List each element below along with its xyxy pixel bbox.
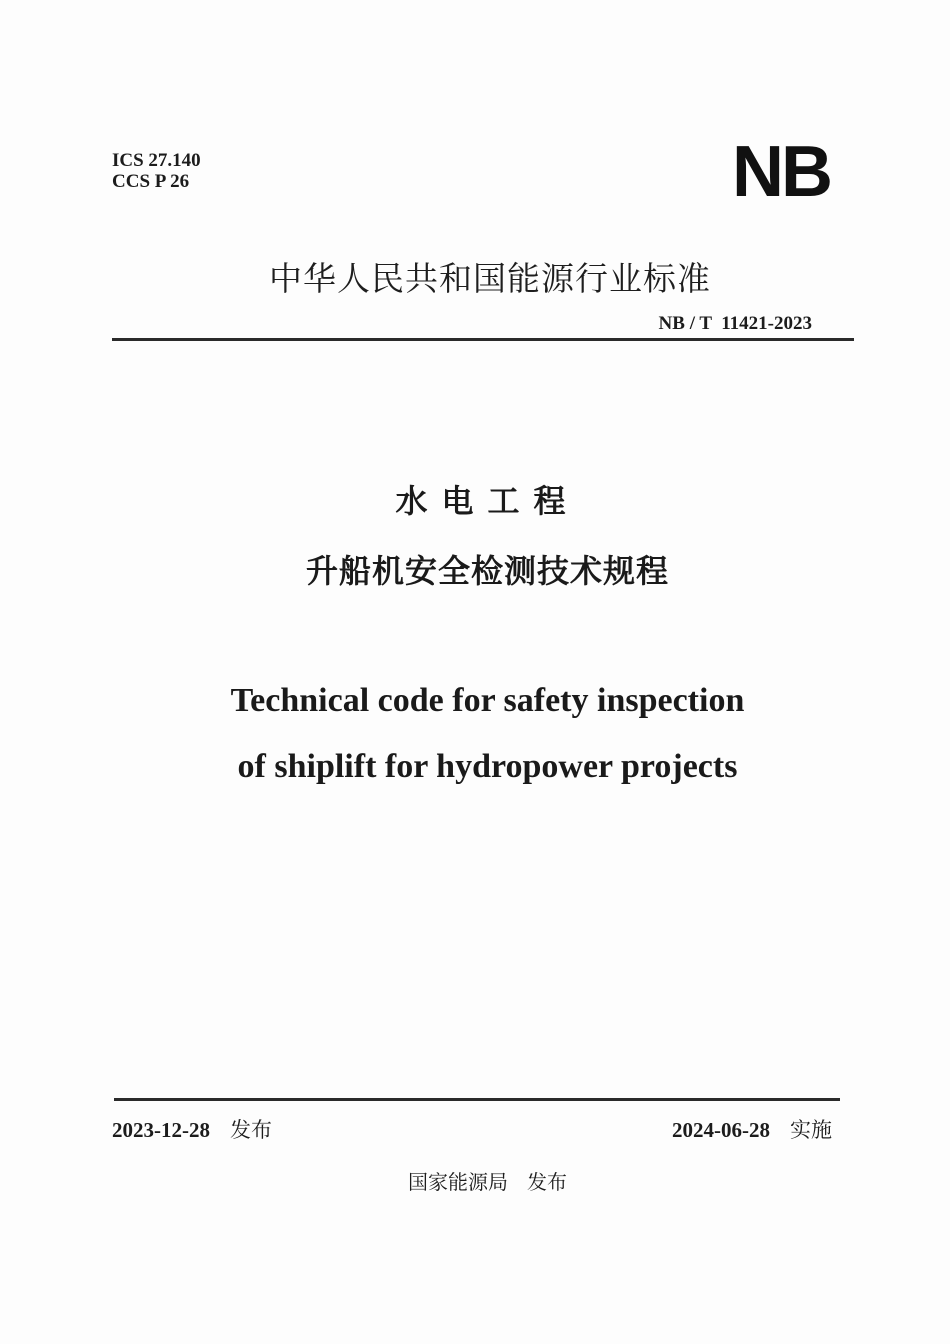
issue-label: 发布 [230, 1118, 272, 1142]
implement-date: 2024-06-28 [672, 1118, 770, 1142]
implement-date-row [672, 1114, 832, 1144]
issue-date-row [112, 1114, 272, 1144]
implement-label: 实施 [790, 1118, 832, 1142]
ics-code: ICS 27.140 [112, 150, 201, 171]
ccs-code: CCS P 26 [112, 171, 190, 192]
issuer-line [0, 1166, 950, 1195]
footer-divider [114, 1098, 840, 1101]
issuer-name: 国家能源局 [407, 1170, 508, 1194]
header-divider [112, 338, 854, 341]
issue-date: 2023-12-28 [112, 1118, 210, 1142]
classification-codes [112, 150, 201, 192]
standard-code: NB / T 11421-2023 [658, 313, 812, 334]
title-en-line1: Technical code for safety inspection [230, 682, 745, 719]
title-en-line2: of shiplift for hydropower projects [237, 748, 738, 785]
nb-logo: NB [732, 132, 830, 212]
title-cn-line1: 水电工程 [395, 482, 580, 520]
issuer-action: 发布 [527, 1170, 568, 1194]
standard-classification: 中华人民共和国能源行业标准 [269, 259, 711, 298]
title-cn-line2: 升船机安全检测技术规程 [305, 552, 669, 590]
